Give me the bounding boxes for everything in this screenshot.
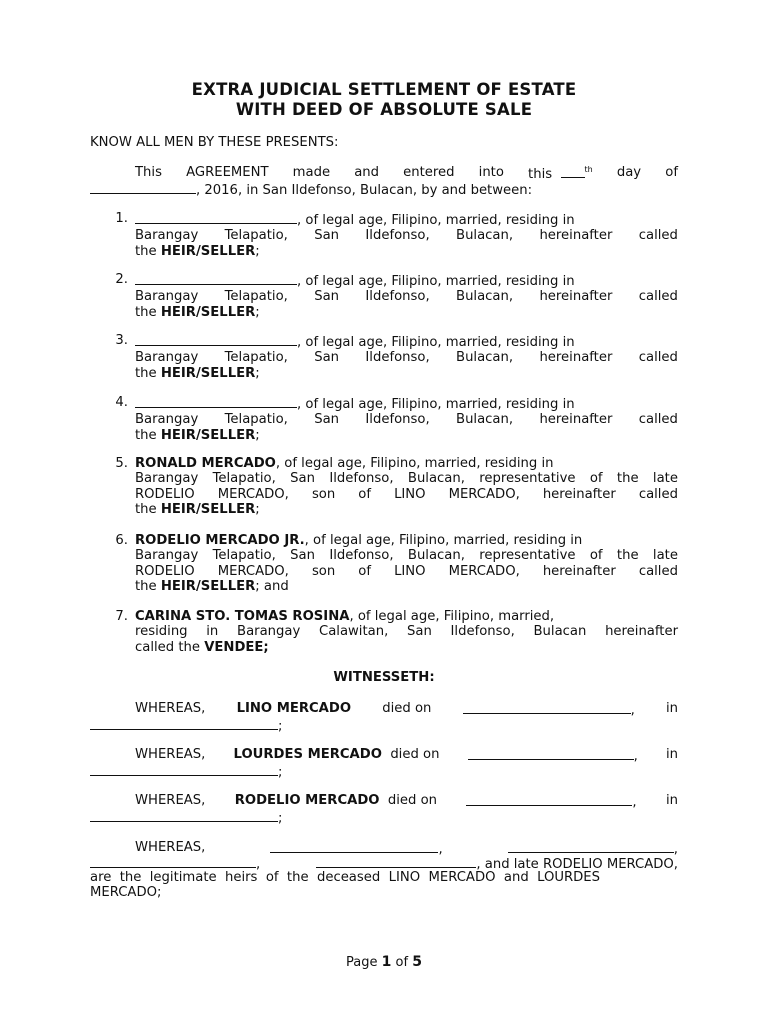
list-number-7: 7. <box>115 609 128 624</box>
party-item-1: , of legal age, Filipino, married, residing in Barangay Telapatio, San Ildefonso, Bulacan, hereinafter called the HEIR/SELLER ; <box>135 213 678 259</box>
place-blank <box>90 763 278 776</box>
whereas-clause-4: WHEREAS, , , <box>135 840 678 857</box>
name-blank <box>135 272 297 285</box>
whereas-clause-1: WHEREAS, LINO MERCADO died on , in <box>135 701 678 718</box>
name-blank <box>135 333 297 346</box>
whereas-clause-2-line-2: ; <box>90 763 282 780</box>
place-blank <box>90 809 278 822</box>
intro-text: KNOW ALL MEN BY THESE PRESENTS: <box>90 135 339 150</box>
witnesseth-heading: WITNESSETH: <box>333 670 435 685</box>
name-blank <box>135 211 297 224</box>
whereas-clause-3-line-2: ; <box>90 809 282 826</box>
date-blank <box>468 747 634 760</box>
day-blank <box>561 165 585 178</box>
whereas-clause-4-line-2: , , and late RODELIO MERCADO, <box>90 855 678 872</box>
list-number-1: 1. <box>115 211 128 226</box>
party-name: RONALD MERCADO <box>135 456 276 471</box>
agreement-paragraph-line-2: , 2016, in San Ildefonso, Bulacan, by and between: <box>90 181 532 198</box>
page-footer: Page 1 of 5 <box>346 954 422 970</box>
heir-blank <box>90 855 256 868</box>
month-blank <box>90 181 196 194</box>
agreement-paragraph-line-1: This AGREEMENT made and entered into this $^{th}$ day of <box>135 165 678 182</box>
list-number-4: 4. <box>115 395 128 410</box>
total-page-count: 5 <box>412 954 422 970</box>
current-page-number: 1 <box>381 954 392 970</box>
list-number-2: 2. <box>115 272 128 287</box>
date-blank <box>463 701 631 714</box>
whereas-clause-4-line-4: MERCADO; <box>90 885 162 900</box>
document-title-line-1: EXTRA JUDICIAL SETTLEMENT OF ESTATE <box>191 80 577 99</box>
document-title-line-2: WITH DEED OF ABSOLUTE SALE <box>235 100 533 119</box>
heir-blank <box>270 840 438 853</box>
party-item-2: , of legal age, Filipino, married, residing in Barangay Telapatio, San Ildefonso, Bulacan, hereinafter called the HEIR/SELLER ; <box>135 274 678 320</box>
whereas-clause-4-line-3: are the legitimate heirs of the deceased LINO MERCADO and LOURDES <box>90 870 601 885</box>
party-item-6: RODELIO MERCADO JR., of legal age, Filipino, married, residing in Barangay Telapatio, San Ildefonso, Bulacan, representative of the late RODELIO MERCADO, son of LINO MERCADO, hereinafter called the HEIR/SELLER ; and <box>135 533 678 595</box>
heir-blank <box>508 840 674 853</box>
party-item-4: , of legal age, Filipino, married, residing in Barangay Telapatio, San Ildefonso, Bulacan, hereinafter called the HEIR/SELLER ; <box>135 397 678 443</box>
party-item-5: RONALD MERCADO, of legal age, Filipino, married, residing in Barangay Telapatio, San Ildefonso, Bulacan, representative of the late RODELIO MERCADO, son of LINO MERCADO, hereinafter called the HEIR/SELLER ; <box>135 456 678 518</box>
party-item-3: , of legal age, Filipino, married, residing in Barangay Telapatio, San Ildefonso, Bulacan, hereinafter called the HEIR/SELLER ; <box>135 335 678 381</box>
name-blank <box>135 395 297 408</box>
whereas-clause-3: WHEREAS, RODELIO MERCADO died on , in <box>135 793 678 810</box>
date-blank <box>466 793 632 806</box>
place-blank <box>90 717 278 730</box>
list-number-3: 3. <box>115 333 128 348</box>
party-name: RODELIO MERCADO JR. <box>135 533 305 548</box>
heir-blank <box>316 855 476 868</box>
party-name: CARINA STO. TOMAS ROSINA <box>135 609 350 624</box>
party-item-7: CARINA STO. TOMAS ROSINA, of legal age, Filipino, married, residing in Barangay Calawitan, San Ildefonso, Bulacan hereinafter called the VENDEE; <box>135 609 678 655</box>
list-number-5: 5. <box>115 456 128 471</box>
whereas-clause-1-line-2: ; <box>90 717 282 734</box>
whereas-clause-2: WHEREAS, LOURDES MERCADO died on , in <box>135 747 678 764</box>
list-number-6: 6. <box>115 533 128 548</box>
